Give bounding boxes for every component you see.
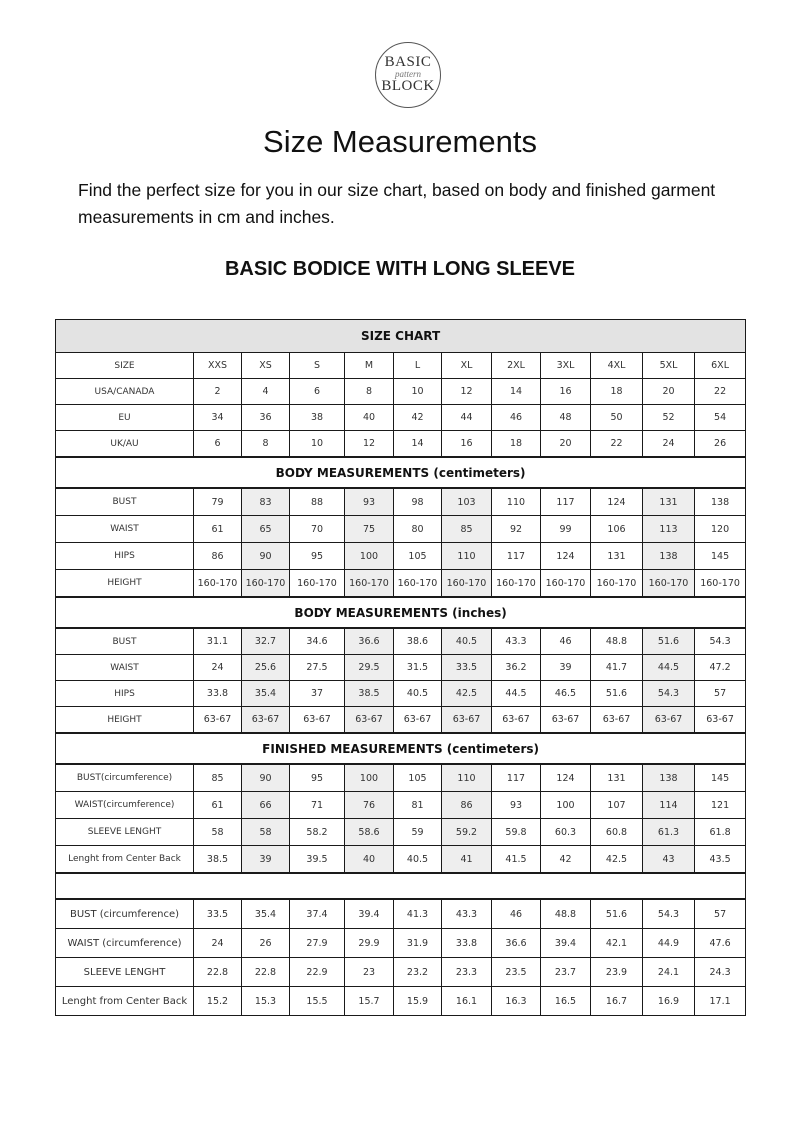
table-row — [56, 488, 746, 516]
table-cell: 46 — [541, 628, 591, 655]
table-cell: 160-170 — [242, 570, 290, 598]
brand-logo — [375, 42, 441, 108]
table-cell: 23.5 — [492, 958, 541, 987]
table-cell: 8 — [345, 379, 394, 405]
table-cell: 35.4 — [242, 899, 290, 929]
table-cell: 48 — [541, 405, 591, 431]
table-cell: 40 — [345, 405, 394, 431]
table-cell: 107 — [591, 792, 643, 819]
table-cell: 41.3 — [394, 899, 442, 929]
table-row — [56, 819, 746, 846]
table-cell: 65 — [242, 516, 290, 543]
table-row — [56, 987, 746, 1016]
section-unit: (centimeters) — [446, 741, 539, 756]
table-cell: 15.9 — [394, 987, 442, 1016]
table-row — [56, 681, 746, 707]
table-cell: 48.8 — [541, 899, 591, 929]
table-cell: 16 — [541, 379, 591, 405]
section-unit: (centimeters) — [433, 465, 526, 480]
table-cell: 10 — [394, 379, 442, 405]
table-cell: 46.5 — [541, 681, 591, 707]
table-cell: 12 — [442, 379, 492, 405]
table-cell: 63-67 — [695, 707, 746, 734]
table-cell: 4XL — [591, 353, 643, 379]
section-unit: (inches) — [452, 605, 507, 620]
section-finished-cm — [56, 733, 746, 764]
row-label: Lenght from Center Back — [56, 846, 194, 874]
table-cell: 41.7 — [591, 655, 643, 681]
table-cell: 160-170 — [290, 570, 345, 598]
table-cell: 22.8 — [194, 958, 242, 987]
row-label: SLEEVE LENGHT — [56, 819, 194, 846]
table-cell: 4 — [242, 379, 290, 405]
table-cell: 23.7 — [541, 958, 591, 987]
table-cell: XS — [242, 353, 290, 379]
logo-text-bottom: BLOCK — [381, 78, 435, 94]
table-cell: 44 — [442, 405, 492, 431]
table-cell: 20 — [643, 379, 695, 405]
table-cell: 86 — [194, 543, 242, 570]
table-cell: 121 — [695, 792, 746, 819]
table-cell: 39.4 — [541, 929, 591, 958]
table-cell: 110 — [442, 543, 492, 570]
table-cell: 124 — [591, 488, 643, 516]
table-cell: 23.2 — [394, 958, 442, 987]
table-cell: 33.5 — [442, 655, 492, 681]
table-cell: 23.3 — [442, 958, 492, 987]
table-cell: 85 — [194, 764, 242, 792]
table-row — [56, 899, 746, 929]
table-cell: 8 — [242, 431, 290, 458]
table-row — [56, 655, 746, 681]
table-cell: 29.9 — [345, 929, 394, 958]
table-row — [56, 353, 746, 379]
table-cell: 80 — [394, 516, 442, 543]
row-label: WAIST(circumference) — [56, 792, 194, 819]
table-cell: 51.6 — [591, 681, 643, 707]
table-cell: 50 — [591, 405, 643, 431]
table-cell: 31.9 — [394, 929, 442, 958]
table-cell: 75 — [345, 516, 394, 543]
table-cell: 120 — [695, 516, 746, 543]
row-label: BUST (circumference) — [56, 899, 194, 929]
table-cell: 33.8 — [194, 681, 242, 707]
section-heading — [56, 457, 746, 488]
table-cell: 22 — [695, 379, 746, 405]
table-cell: 54 — [695, 405, 746, 431]
table-cell: 59.2 — [442, 819, 492, 846]
table-cell: 36.6 — [345, 628, 394, 655]
table-cell: 145 — [695, 543, 746, 570]
table-cell: 160-170 — [591, 570, 643, 598]
table-cell: 20 — [541, 431, 591, 458]
table-cell: 15.2 — [194, 987, 242, 1016]
table-cell: 117 — [492, 543, 541, 570]
table-cell: 2 — [194, 379, 242, 405]
table-cell: 14 — [492, 379, 541, 405]
table-cell: 42.1 — [591, 929, 643, 958]
table-cell: 60.8 — [591, 819, 643, 846]
table-cell: 110 — [442, 764, 492, 792]
table-cell: 160-170 — [695, 570, 746, 598]
table-cell: 103 — [442, 488, 492, 516]
section-body-cm — [56, 457, 746, 488]
section-title: BODY MEASUREMENTS — [275, 465, 430, 480]
row-label: BUST — [56, 628, 194, 655]
table-cell: 16 — [442, 431, 492, 458]
table-row — [56, 707, 746, 734]
table-cell: 95 — [290, 543, 345, 570]
table-cell: 39.4 — [345, 899, 394, 929]
table-cell: 47.2 — [695, 655, 746, 681]
table-cell: 25.6 — [242, 655, 290, 681]
size-chart-table — [55, 319, 746, 1016]
table-cell: 46 — [492, 405, 541, 431]
table-cell: 6 — [290, 379, 345, 405]
row-label: BUST(circumference) — [56, 764, 194, 792]
table-cell: 95 — [290, 764, 345, 792]
row-label: HEIGHT — [56, 570, 194, 598]
table-cell: 59.8 — [492, 819, 541, 846]
table-cell: 15.7 — [345, 987, 394, 1016]
row-label: SLEEVE LENGHT — [56, 958, 194, 987]
table-cell: 160-170 — [643, 570, 695, 598]
table-cell: 61.3 — [643, 819, 695, 846]
table-cell: 42 — [394, 405, 442, 431]
table-row — [56, 405, 746, 431]
table-row — [56, 379, 746, 405]
section-divider — [56, 873, 746, 899]
table-cell: 26 — [695, 431, 746, 458]
table-cell: 57 — [695, 899, 746, 929]
table-cell: 37.4 — [290, 899, 345, 929]
table-cell: 40.5 — [442, 628, 492, 655]
section-divider-row — [56, 873, 746, 899]
table-row — [56, 431, 746, 458]
table-cell: 63-67 — [492, 707, 541, 734]
table-cell: 36.6 — [492, 929, 541, 958]
table-cell: 15.5 — [290, 987, 345, 1016]
table-cell: 117 — [541, 488, 591, 516]
table-cell: M — [345, 353, 394, 379]
table-cell: 160-170 — [492, 570, 541, 598]
table-cell: 39.5 — [290, 846, 345, 874]
table-cell: 81 — [394, 792, 442, 819]
table-cell: 63-67 — [345, 707, 394, 734]
table-cell: 63-67 — [394, 707, 442, 734]
table-cell: 58 — [242, 819, 290, 846]
size-chart-title: SIZE CHART — [56, 320, 746, 353]
table-row — [56, 958, 746, 987]
table-cell: 98 — [394, 488, 442, 516]
logo-text-middle: pattern — [395, 69, 421, 79]
table-cell: 63-67 — [290, 707, 345, 734]
table-cell: 41 — [442, 846, 492, 874]
table-cell: 42 — [541, 846, 591, 874]
table-cell: 43 — [643, 846, 695, 874]
row-label: BUST — [56, 488, 194, 516]
table-cell: 90 — [242, 543, 290, 570]
table-cell: 39 — [242, 846, 290, 874]
table-cell: 138 — [643, 543, 695, 570]
table-cell: 63-67 — [442, 707, 492, 734]
table-cell: 37 — [290, 681, 345, 707]
table-cell: 17.1 — [695, 987, 746, 1016]
table-row — [56, 543, 746, 570]
section-title: BODY MEASUREMENTS — [294, 605, 448, 620]
table-cell: 12 — [345, 431, 394, 458]
table-cell: 90 — [242, 764, 290, 792]
logo-text-top: BASIC — [384, 54, 432, 70]
table-cell: XL — [442, 353, 492, 379]
table-cell: 76 — [345, 792, 394, 819]
row-label: HIPS — [56, 543, 194, 570]
table-cell: 71 — [290, 792, 345, 819]
pattern-subtitle: BASIC BODICE WITH LONG SLEEVE — [224, 258, 576, 280]
table-cell: 26 — [242, 929, 290, 958]
table-cell: 38.5 — [345, 681, 394, 707]
table-cell: 61.8 — [695, 819, 746, 846]
table-cell: 113 — [643, 516, 695, 543]
table-cell: 59 — [394, 819, 442, 846]
table-cell: 40.5 — [394, 846, 442, 874]
table-cell: 63-67 — [194, 707, 242, 734]
table-cell: 131 — [643, 488, 695, 516]
table-cell: 138 — [643, 764, 695, 792]
table-cell: 38.6 — [394, 628, 442, 655]
table-cell: 110 — [492, 488, 541, 516]
table-cell: 16.5 — [541, 987, 591, 1016]
table-cell: 61 — [194, 792, 242, 819]
table-cell: 29.5 — [345, 655, 394, 681]
table-cell: 40 — [345, 846, 394, 874]
table-cell: 38 — [290, 405, 345, 431]
section-heading — [56, 597, 746, 628]
table-cell: 43.5 — [695, 846, 746, 874]
table-cell: 31.5 — [394, 655, 442, 681]
table-cell: 99 — [541, 516, 591, 543]
table-cell: 18 — [492, 431, 541, 458]
table-cell: 106 — [591, 516, 643, 543]
table-cell: 145 — [695, 764, 746, 792]
table-cell: 92 — [492, 516, 541, 543]
table-cell: 105 — [394, 543, 442, 570]
section-body-in — [56, 597, 746, 628]
table-cell: 14 — [394, 431, 442, 458]
table-cell: 160-170 — [442, 570, 492, 598]
table-cell: 41.5 — [492, 846, 541, 874]
table-cell: 52 — [643, 405, 695, 431]
table-cell: 32.7 — [242, 628, 290, 655]
table-cell: 36 — [242, 405, 290, 431]
table-cell: 47.6 — [695, 929, 746, 958]
table-cell: 24 — [643, 431, 695, 458]
row-label: Lenght from Center Back — [56, 987, 194, 1016]
table-cell: 34.6 — [290, 628, 345, 655]
table-cell: 105 — [394, 764, 442, 792]
table-cell: 35.4 — [242, 681, 290, 707]
table-cell: 16.3 — [492, 987, 541, 1016]
section-heading — [56, 733, 746, 764]
table-cell: 24.1 — [643, 958, 695, 987]
table-cell: 27.5 — [290, 655, 345, 681]
table-row — [56, 846, 746, 874]
row-label: WAIST — [56, 516, 194, 543]
table-cell: 66 — [242, 792, 290, 819]
table-cell: 160-170 — [394, 570, 442, 598]
table-cell: 70 — [290, 516, 345, 543]
table-cell: 18 — [591, 379, 643, 405]
table-cell: 34 — [194, 405, 242, 431]
table-cell: 160-170 — [345, 570, 394, 598]
table-cell: 54.3 — [643, 899, 695, 929]
table-row — [56, 628, 746, 655]
table-cell: 22.8 — [242, 958, 290, 987]
table-cell: 23.9 — [591, 958, 643, 987]
row-label: HEIGHT — [56, 707, 194, 734]
row-label: WAIST (circumference) — [56, 929, 194, 958]
table-cell: 16.7 — [591, 987, 643, 1016]
table-cell: 160-170 — [541, 570, 591, 598]
row-label: WAIST — [56, 655, 194, 681]
table-cell: 88 — [290, 488, 345, 516]
table-cell: 39 — [541, 655, 591, 681]
table-cell: 100 — [345, 764, 394, 792]
table-cell: 114 — [643, 792, 695, 819]
table-cell: 36.2 — [492, 655, 541, 681]
table-cell: 79 — [194, 488, 242, 516]
table-cell: 63-67 — [643, 707, 695, 734]
table-cell: 24.3 — [695, 958, 746, 987]
table-cell: 63-67 — [541, 707, 591, 734]
table-cell: 131 — [591, 764, 643, 792]
table-cell: 138 — [695, 488, 746, 516]
table-cell: 100 — [541, 792, 591, 819]
section-title: FINISHED MEASUREMENTS — [262, 741, 443, 756]
table-cell: 22.9 — [290, 958, 345, 987]
size-chart-title-row — [56, 320, 746, 353]
table-cell: 42.5 — [442, 681, 492, 707]
row-label: SIZE — [56, 353, 194, 379]
table-cell: 44.5 — [643, 655, 695, 681]
table-cell: 58 — [194, 819, 242, 846]
table-cell: 60.3 — [541, 819, 591, 846]
table-cell: L — [394, 353, 442, 379]
table-cell: 124 — [541, 764, 591, 792]
table-cell: 58.2 — [290, 819, 345, 846]
table-row — [56, 764, 746, 792]
table-row — [56, 516, 746, 543]
table-cell: 10 — [290, 431, 345, 458]
row-label: EU — [56, 405, 194, 431]
table-cell: 131 — [591, 543, 643, 570]
table-cell: 22 — [591, 431, 643, 458]
table-cell: 33.8 — [442, 929, 492, 958]
table-cell: 46 — [492, 899, 541, 929]
table-row — [56, 792, 746, 819]
table-cell: 31.1 — [194, 628, 242, 655]
table-row — [56, 570, 746, 598]
table-cell: 100 — [345, 543, 394, 570]
table-cell: 51.6 — [643, 628, 695, 655]
table-cell: 54.3 — [643, 681, 695, 707]
table-cell: 124 — [541, 543, 591, 570]
table-cell: 44.9 — [643, 929, 695, 958]
table-cell: 23 — [345, 958, 394, 987]
row-label: UK/AU — [56, 431, 194, 458]
table-cell: 83 — [242, 488, 290, 516]
row-label: USA/CANADA — [56, 379, 194, 405]
row-label: HIPS — [56, 681, 194, 707]
table-cell: 58.6 — [345, 819, 394, 846]
table-cell: 2XL — [492, 353, 541, 379]
table-cell: 38.5 — [194, 846, 242, 874]
table-cell: 51.6 — [591, 899, 643, 929]
table-cell: 43.3 — [442, 899, 492, 929]
table-cell: 57 — [695, 681, 746, 707]
table-cell: 5XL — [643, 353, 695, 379]
table-cell: 40.5 — [394, 681, 442, 707]
table-cell: 27.9 — [290, 929, 345, 958]
table-cell: 24 — [194, 655, 242, 681]
page-title: Size Measurements — [263, 124, 537, 159]
table-cell: 93 — [345, 488, 394, 516]
table-cell: 33.5 — [194, 899, 242, 929]
table-cell: 117 — [492, 764, 541, 792]
table-cell: S — [290, 353, 345, 379]
table-cell: 63-67 — [242, 707, 290, 734]
table-cell: 16.1 — [442, 987, 492, 1016]
table-cell: 44.5 — [492, 681, 541, 707]
table-cell: XXS — [194, 353, 242, 379]
table-cell: 42.5 — [591, 846, 643, 874]
table-cell: 160-170 — [194, 570, 242, 598]
table-cell: 85 — [442, 516, 492, 543]
intro-paragraph: Find the perfect size for you in our size chart, based on body and finished garment measurements in cm and inches. — [78, 180, 716, 227]
table-cell: 16.9 — [643, 987, 695, 1016]
table-cell: 93 — [492, 792, 541, 819]
table-cell: 24 — [194, 929, 242, 958]
table-cell: 63-67 — [591, 707, 643, 734]
table-cell: 15.3 — [242, 987, 290, 1016]
table-cell: 61 — [194, 516, 242, 543]
table-cell: 6XL — [695, 353, 746, 379]
table-cell: 54.3 — [695, 628, 746, 655]
table-cell: 43.3 — [492, 628, 541, 655]
table-cell: 48.8 — [591, 628, 643, 655]
table-cell: 3XL — [541, 353, 591, 379]
table-row — [56, 929, 746, 958]
table-cell: 6 — [194, 431, 242, 458]
table-cell: 86 — [442, 792, 492, 819]
